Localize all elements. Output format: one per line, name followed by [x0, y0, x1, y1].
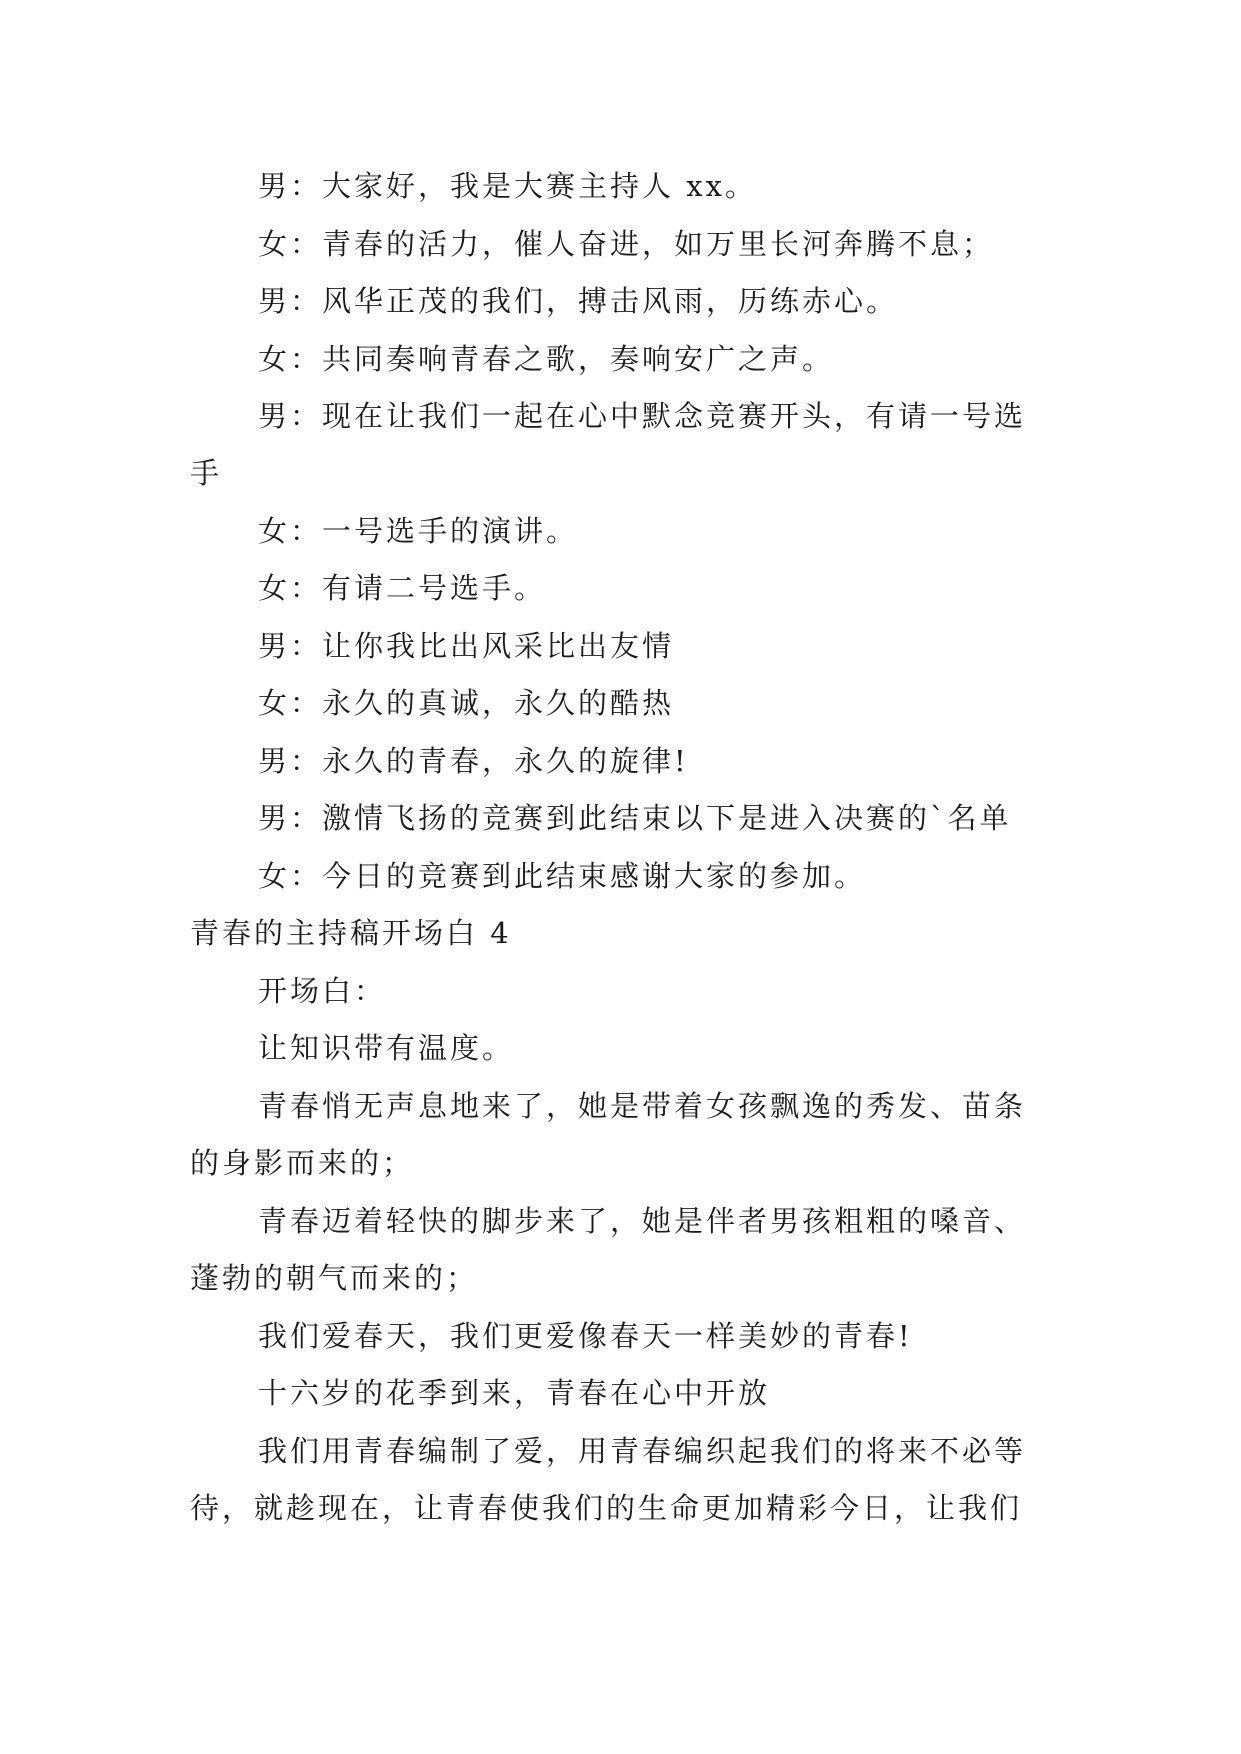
- dialogue-line: 女：青春的活力，催人奋进，如万里长河奔腾不息；: [258, 227, 995, 261]
- paragraph-line-continuation: 待，就趁现在，让青春使我们的生命更加精彩今日，让我们: [190, 1491, 1023, 1525]
- dialogue-line: 男：永久的青春，永久的旋律!: [258, 744, 689, 778]
- paragraph-line-continuation: 的身影而来的；: [190, 1146, 415, 1180]
- dialogue-line: 男：大家好，我是大赛主持人 xx。: [258, 169, 757, 203]
- section-heading: 青春的主持稿开场白 4: [190, 916, 512, 950]
- paragraph-line: 让知识带有温度。: [258, 1031, 515, 1065]
- paragraph-line: 我们用青春编制了爱，用青春编织起我们的将来不必等: [258, 1434, 1027, 1468]
- dialogue-line: 男：风华正茂的我们，搏击风雨，历练赤心。: [258, 284, 899, 318]
- dialogue-line: 女：有请二号选手。: [258, 571, 547, 605]
- paragraph-line: 十六岁的花季到来，青春在心中开放: [258, 1376, 771, 1410]
- dialogue-line: 女：永久的真诚，永久的酷热: [258, 686, 675, 720]
- dialogue-line-continuation: 手: [190, 456, 223, 490]
- paragraph-line: 开场白：: [258, 974, 387, 1008]
- paragraph-line-continuation: 蓬勃的朝气而来的；: [190, 1261, 479, 1295]
- paragraph-line: 青春悄无声息地来了，她是带着女孩飘逸的秀发、苗条: [258, 1089, 1027, 1123]
- dialogue-line: 男：激情飞扬的竞赛到此结束以下是进入决赛的`名单: [258, 801, 1012, 835]
- dialogue-line: 女：一号选手的演讲。: [258, 514, 579, 548]
- dialogue-line: 女：共同奏响青春之歌，奏响安广之声。: [258, 342, 835, 376]
- dialogue-line: 男：现在让我们一起在心中默念竞赛开头，有请一号选: [258, 399, 1027, 433]
- dialogue-line: 男：让你我比出风采比出友情: [258, 629, 675, 663]
- paragraph-line: 青春迈着轻快的脚步来了，她是伴者男孩粗粗的嗓音、: [258, 1204, 1027, 1238]
- dialogue-line: 女：今日的竞赛到此结束感谢大家的参加。: [258, 859, 867, 893]
- paragraph-line: 我们爱春天，我们更爱像春天一样美妙的青春!: [258, 1319, 913, 1353]
